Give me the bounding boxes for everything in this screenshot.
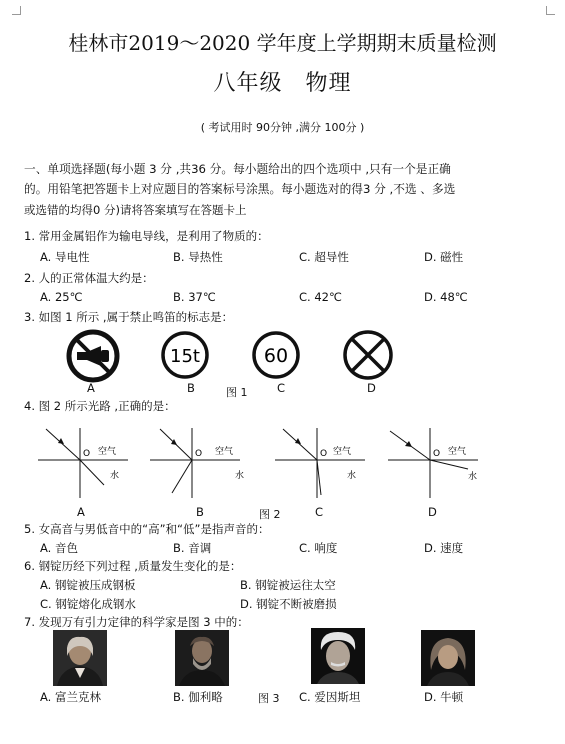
exam-note: ( 考试用时 90分钟 ,满分 100分 ) [200, 121, 365, 134]
portrait-einstein [311, 628, 365, 684]
light-path-diagram-c [275, 423, 375, 503]
sign-b-text: 15t [170, 346, 200, 367]
diagram-b-air: 空气 [215, 447, 234, 457]
question-6-stem: 6. 钢锭历经下列过程 ,质量发生变化的是： [24, 559, 242, 573]
light-path-diagram-a [38, 423, 138, 503]
page-title: 桂林市2019～2020 学年度上学期期末质量检测 [68, 31, 497, 55]
figure-2-caption: 图 2 [259, 508, 281, 521]
portrait-newton [421, 630, 475, 686]
question-5-option-d: D. 速度 [424, 541, 464, 555]
figure-3-caption: 图 3 [258, 692, 280, 705]
question-7-option-a: A. 富兰克林 [40, 690, 101, 704]
figure-1-caption: 图 1 [226, 386, 248, 399]
question-1-option-a: A. 导电性 [40, 250, 90, 264]
figure-1-label-a: A [87, 381, 95, 395]
page-subtitle: 八年级 物理 [213, 71, 352, 96]
question-5-stem: 5. 女高音与男低音中的“高”和“低”是指声音的： [24, 522, 270, 536]
question-2-option-b: B. 37℃ [173, 290, 216, 304]
question-2-option-c: C. 42℃ [299, 290, 342, 304]
diagram-c-air: 空气 [333, 447, 352, 457]
figure-2-label-c: C [315, 505, 324, 519]
question-5-option-c: C. 响度 [299, 541, 338, 555]
weight-limit-sign-icon [159, 329, 211, 381]
question-6-option-d: D. 钢锭不断被磨损 [240, 597, 337, 611]
corner-mark-top-left [12, 6, 21, 15]
figure-2-label-d: D [428, 505, 437, 519]
question-2-option-d: D. 48℃ [424, 290, 468, 304]
question-4-stem: 4. 图 2 所示光路 ,正确的是： [24, 399, 176, 413]
portrait-galileo [175, 630, 229, 686]
question-7-option-c: C. 爱因斯坦 [299, 690, 361, 704]
diagram-a-o: O [83, 449, 91, 459]
question-2-option-a: A. 25℃ [40, 290, 83, 304]
question-5-option-b: B. 音调 [173, 541, 212, 555]
question-1-option-b: B. 导热性 [173, 250, 223, 264]
diagram-a-air: 空气 [98, 447, 117, 457]
section-instruction-line-1: 一、单项选择题(每小题 3 分 ,共36 分。每小题给出的四个选项中 ,只有一个是正确 [24, 162, 451, 176]
question-1-option-c: C. 超导性 [299, 250, 349, 264]
diagram-b-o: O [195, 449, 203, 459]
question-7-option-b: B. 伽利略 [173, 690, 223, 704]
figure-1-label-b: B [187, 381, 195, 395]
question-7-option-d: D. 牛顿 [424, 690, 464, 704]
diagram-a-water: 水 [110, 471, 120, 481]
question-2-stem: 2. 人的正常体温大约是： [24, 271, 154, 285]
corner-mark-top-right [546, 6, 555, 15]
figure-2-label-a: A [77, 505, 85, 519]
diagram-b-water: 水 [235, 471, 245, 481]
diagram-d-air: 空气 [448, 447, 467, 457]
diagram-c-o: O [320, 449, 328, 459]
portrait-franklin [53, 630, 107, 686]
section-instruction-line-2: 的。用铅笔把答题卡上对应题目的答案标号涂黑。每小题选对的得3 分 ,不选 、多选 [24, 182, 456, 196]
figure-1-label-d: D [367, 381, 376, 395]
question-1-stem: 1. 常用金属铝作为输电导线，是利用了物质的： [24, 229, 269, 243]
question-3-stem: 3. 如图 1 所示 ,属于禁止鸣笛的标志是： [24, 310, 234, 324]
diagram-d-o: O [433, 449, 441, 459]
section-instruction-line-3: 或选错的均得0 分)请将答案填写在答题卡上 [24, 203, 247, 217]
question-5-option-a: A. 音色 [40, 541, 78, 555]
figure-2-label-b: B [196, 505, 204, 519]
question-6-option-a: A. 钢锭被压成钢板 [40, 578, 136, 592]
question-1-option-d: D. 磁性 [424, 250, 464, 264]
diagram-d-water: 水 [468, 472, 478, 482]
question-7-stem: 7. 发现万有引力定律的科学家是图 3 中的： [24, 615, 249, 629]
light-path-diagram-d [388, 423, 488, 503]
diagram-c-water: 水 [347, 471, 357, 481]
question-6-option-b: B. 钢锭被运往太空 [240, 578, 336, 592]
speed-limit-sign-icon [250, 329, 302, 381]
no-horn-sign-icon [65, 328, 121, 384]
light-path-diagram-b [150, 423, 250, 503]
figure-1-label-c: C [277, 381, 286, 395]
question-6-option-c: C. 钢锭熔化成钢水 [40, 597, 136, 611]
sign-c-text: 60 [263, 345, 289, 367]
no-entry-cross-sign-icon [341, 328, 395, 382]
